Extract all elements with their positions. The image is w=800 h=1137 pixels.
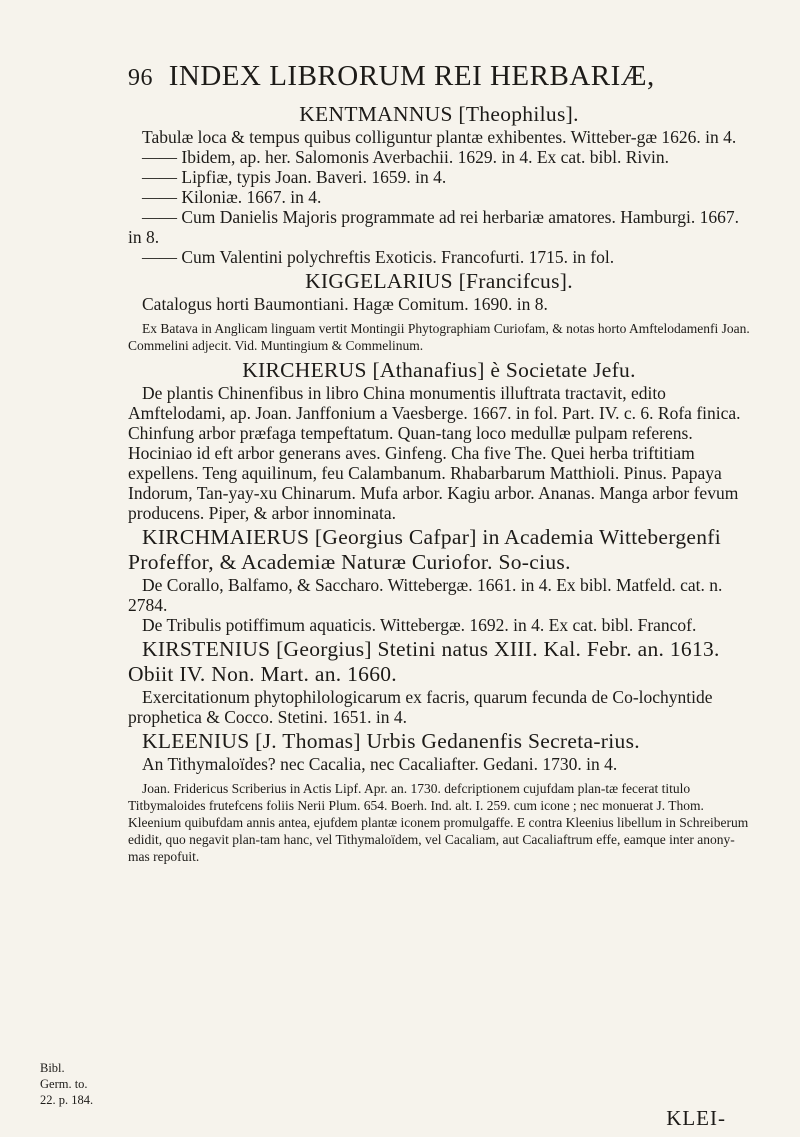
entry-heading: KIRSTENIUS [Georgius] Stetini natus XIII. Kal. Febr. an. 1613. Obiit IV. Non. Mart. an. 1660.: [128, 637, 720, 686]
entry-kircherus: [128, 358, 750, 523]
entry-line: An Tithymaloïdes? nec Cacalia, nec Cacaliafter. Gedani. 1730. in 4.: [142, 754, 618, 774]
entry-kiggelarius: [128, 269, 750, 354]
running-header: [128, 60, 728, 93]
entry-kleenius: [128, 729, 750, 865]
entry-line: —— Kiloniæ. 1667. in 4.: [142, 187, 322, 207]
entry-line: De Tribulis potiffimum aquaticis. Wittebergæ. 1692. in 4. Ex cat. bibl. Francof.: [142, 615, 697, 635]
margin-note-line: 22. p. 184.: [40, 1093, 94, 1107]
margin-note-line: Germ. to.: [40, 1077, 88, 1091]
page-number: 96: [128, 65, 153, 91]
entry-note: Joan. Fridericus Scriberius in Actis Lipf. Apr. an. 1730. defcriptionem cujufdam plan-tæ fecerat titulo Titbymaloides frutefcens foliis Nerii Plum. 654. Boerh. Ind. alt. I. 259. cum icone ; nec monuerat J. Thom. Kleenium quibufdam annis antea, ejufdem plantæ iconem promulgaffe. E contra Kleenius libellum in Schreiberum edidit, quo negavit plan-tam hanc, vel Tithymaloïdem, vel Cacaliam, aut Cacaliaftrum effe, eamque inter anony-mas repofuit.: [128, 781, 749, 864]
index-body: [128, 100, 750, 869]
entry-heading: KIGGELARIUS [Francifcus].: [305, 269, 573, 293]
margin-note-line: Bibl.: [40, 1061, 65, 1075]
entry-line: De plantis Chinenfibus in libro China monumentis illuftrata tractavit, edito Amftelodami, ap. Joan. Janffonium a Vaesberge. 1667. in fol. Part. IV. c. 6. Rofa finica. Chinfung arbor præfaga tempeftatum. Quan-tang loco medullæ pulpam referens. Hociniao id eft arbor generans aves. Ginfeng. Cha five The. Quei herba triftitiam expellens. Teng aquilinum, feu Calambanum. Rhabarbarum Matthioli. Pinus. Papaya Indorum, Tan-yay-xu Chinarum. Mufa arbor. Kagiu arbor. Ananas. Manga arbor fevum producens. Piper, & arbor innominata.: [128, 383, 741, 523]
entry-kirchmaierus: [128, 525, 750, 635]
entry-note: Ex Batava in Anglicam linguam vertit Montingii Phytographiam Curiofam, & notas horto Amftelodamenfi Joan. Commelini adjecit. Vid. Muntingium & Commelinum.: [128, 321, 750, 353]
entry-heading: KIRCHMAIERUS [Georgius Cafpar] in Academia Wittebergenfi Profeffor, & Academiæ Naturæ Curiofor. So-cius.: [128, 525, 722, 574]
entry-kentmannus: [128, 102, 750, 267]
entry-heading: KLEENIUS [J. Thomas] Urbis Gedanenfis Secreta-rius.: [142, 729, 640, 753]
entry-kirstenius: [128, 637, 750, 727]
entry-line: —— Cum Valentini polychreftis Exoticis. Francofurti. 1715. in fol.: [142, 247, 615, 267]
entry-line: Exercitationum phytophilologicarum ex facris, quarum fecunda de Co-lochyntide prophetica & Cocco. Stetini. 1651. in 4.: [128, 687, 713, 727]
catchword: KLEI-: [666, 1106, 726, 1130]
entry-line: —— Cum Danielis Majoris programmate ad rei herbariæ amatores. Hamburgi. 1667. in 8.: [128, 207, 739, 247]
entry-line: —— Ibidem, ap. her. Salomonis Averbachii. 1629. in 4. Ex cat. bibl. Rivin.: [142, 147, 670, 167]
header-title: INDEX LIBRORUM REI HERBARIÆ,: [168, 60, 655, 92]
margin-note: [40, 1060, 93, 1108]
entry-heading: KENTMANNUS [Theophilus].: [299, 102, 579, 126]
entry-heading: KIRCHERUS [Athanafius] è Societate Jefu.: [242, 358, 636, 382]
entry-line: —— Lipfiæ, typis Joan. Baveri. 1659. in 4.: [142, 167, 447, 187]
entry-line: Tabulæ loca & tempus quibus colliguntur plantæ exhibentes. Witteber-gæ 1626. in 4.: [142, 127, 737, 147]
entry-line: De Corallo, Balfamo, & Saccharo. Wittebergæ. 1661. in 4. Ex bibl. Matfeld. cat. n. 2784.: [128, 575, 723, 615]
entry-line: Catalogus horti Baumontiani. Hagæ Comitum. 1690. in 8.: [142, 294, 548, 314]
